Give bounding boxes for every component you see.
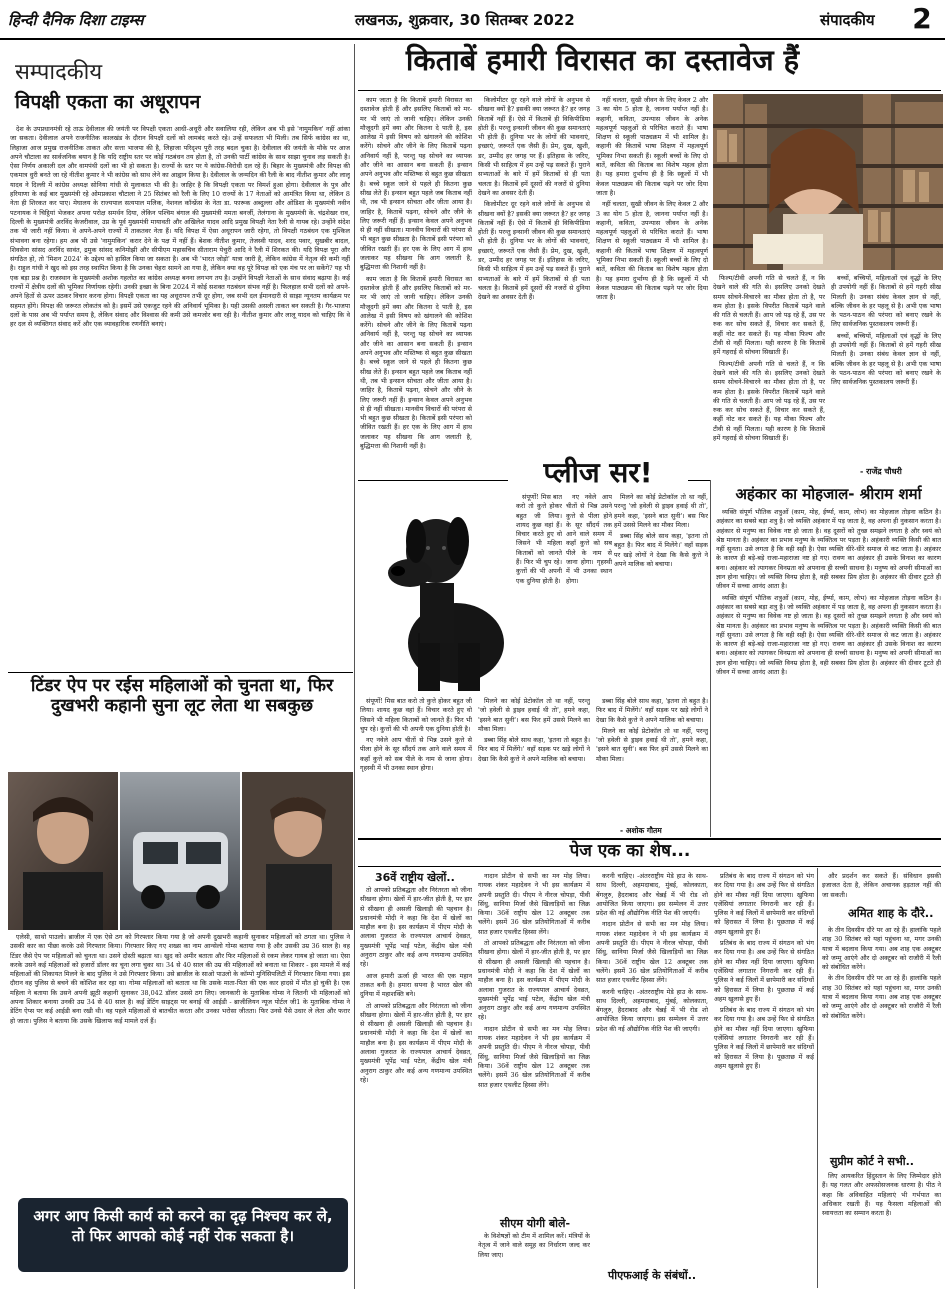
pfi-headline: पीएफआई के संबंधों.. — [608, 1269, 697, 1282]
supreme-court-headline: सुप्रीम कोर्ट ने सभी.. — [830, 1155, 914, 1168]
continuation-rule-top — [358, 838, 941, 840]
column-rule-mid — [710, 480, 711, 837]
please-sir-column-4 — [478, 697, 590, 832]
games-col3-text-cont2: करनी चाहिए। -अंतरराष्ट्रीय मेडे हाउ के साथ-साथ दिल्ली, अहमदाबाद, मुंबई, कोलकाता, बेंगलुरु, हैदराबाद और चेन्नई में भी रोड शो आयोजित किया जाएगा। इस सम्मेलन में उत्तर प्रदेश की नई औद्योगिक नीति पेश की जाएगी। — [596, 987, 708, 1033]
ahankar-body: व्यक्ति संपूर्ण भौतिक शत्रुओं (काम, मोह, ईर्ष्या, काम, लोभ) का मोहजाल तोड़ना कठिन है। अहंकार का सबसे बड़ा शत्रु है। जो व्यक्ति अहंकार में पड़ जाता है, वह अपना ही नुकसान करता है। अहंकार से मनुष्य का विवेक नष्ट हो जाता है। वह दूसरों को तुच्छ समझने लगता है और स्वयं को श्रेष्ठ मानता है। अहंकार का प्रभाव मनुष्य के व्यक्तित्व पर पड़ता है। अहंकारी व्यक्ति किसी की बात नहीं सुनता। उसे लगता है कि वही सही है। ऐसा व्यक्ति धीरे-धीरे समाज से कट जाता है। अहंकार के कारण ही बड़े-बड़े राजा-महाराजा नष्ट हो गए। रावण का अहंकार ही उसके विनाश का कारण बना। अहंकार को त्यागकर विनम्रता को अपनाना ही सच्ची साधना है। मनुष्य को अपनी सीमाओं का ज्ञान होना चाहिए। जो व्यक्ति विनम्र होता है, वही सबका प्रिय होता है। अहंकार की दीवार टूटते ही जीवन में सच्चा आनंद आता है। — [716, 508, 941, 591]
games-col2-text: नादान प्रोटीन से सभी का मन मोह लिया। गायक शंकर महादेवन ने भी इस कार्यक्रम में अपनी प्रस्तुति दी। पीएम ने नीरज चोपड़ा, पीवी सिंधु, सानिया मिर्जा जैसे खिलाड़ियों का जिक्र किया। 36वें राष्ट्रीय खेल 12 अक्टूबर तक चलेंगे। इसमें 36 खेल प्रतियोगिताओं में करीब सात हजार एथलीट हिस्सा लेंगे। — [478, 872, 590, 936]
please-sir-col4-text-cont: डब्बा सिंह बोले साथ कहा, 'इतना तो बहुत है। फिर बाद में मिलेंगे।' वहाँ सड़क पर खड़े लोगों ने देखा कि कैसे कुत्ते ने अपने मालिक को बचाया। — [478, 736, 590, 763]
pfi-body-cont2: प्रतिबंध के बाद राज्य में संगठन को भंग कर दिया गया है। अब उन्हें फिर से संगठित होने का मौका नहीं दिया जाएगा। खुफिया एजेंसियां लगातार निगरानी कर रही हैं। पुलिस ने कई जिलों में छापेमारी कर संदिग्धों को हिरासत में लिया है। पूछताछ में कई अहम खुलासे हुए हैं। — [714, 1006, 814, 1070]
please-sir-col2-text-cont: डब्बा सिंह बोले साथ कहा, 'इतना तो बहुत है। फिर बाद में मिलेंगे।' वहाँ सड़क पर खड़े लोगों ने देखा कि कैसे कुत्ते ने अपने मालिक को बचाया। — [614, 532, 708, 569]
books-col4-text: फिल्म/टीवी अपनी गति से चलते हैं, न कि देखने वाले की गति से। इसलिए उनको देखते समय सोचने-विचारने का मौका होता तो है, पर कम होता है। इसके विपरीत किताबें पढ़ने वाले की गति से चलती हैं। आप जो पढ़ रहे हैं, उस पर रुक कर सोच सकते हैं, विचार कर सकते हैं, कहीं नोट कर सकते हैं। यह मौका फिल्म और टीवी से नहीं मिलता। यही कारण है कि किताबें हमें गहराई से सोचना सिखाती हैं। — [713, 274, 825, 357]
column-rule-right — [817, 868, 818, 1288]
tinder-photo-graphic — [8, 772, 353, 930]
books-column-3 — [596, 96, 708, 486]
newspaper-name: हिन्दी दैनिक दिशा टाइम्स — [8, 11, 144, 29]
opposition-body: देश के उपप्रधानमंत्री रहे ताऊ देवीलाल की जयंती पर विपक्षी एकता आधी-अधूरी और सवालिया रही, लेकिन अब भी इसे 'नामुमकिन' नहीं आंका जा सकता। देवीलाल अपने राजनीतिक कालखंड के दौरान विपक्षी दलों को लामबंद करते रहे। उन्हें सफलता भी मिली। तब सिर्फ कांग्रेस का था, लिहाजा आज प्रमुख राजनीतिक ताकत और सत्ता भाजपा की है, लिहाजा परिदृश्य पूरी तरह बदल चुका है। देवीलाल की जयंती के मौके पर आज अपने चौटाला का सार्वजनिक बयान है कि यदि राष्ट्रीय स्तर पर कोई गठबंधन तय होता है, तो उनकी पार्टी कांग्रेस के साथ साझा चुनाव लड़ सकती है। ऐसा निर्णय अकाली दल और वामपंथी दलों का भी हो सकता है। राज्यों के स्तर पर ये कांग्रेस-विरोधी दल रहे हैं। बिहार के मुख्यमंत्री और विपक्ष की एकमात्र धुरी बनते जा रहे नीतीश कुमार ने भी कांग्रेस को साथ लेने का आह्वान किया है। देवीलाल के जन्मदिन की रैली के बाद नीतीश कुमार और लालू यादव ने दिल्ली में कांग्रेस अध्यक्ष सोनिया गांधी से मुलाकात भी की है। जाहिर है कि विपक्षी एकता पर विमर्श हुआ होगा। देवीलाल के पुत्र और हरियाणा के कई बार मुख्यमंत्री रहे ओमप्रकाश चौटाला ने 25 सितंबर को रैली के लिए 10 राज्यों के 17 नेताओं को आमंत्रित किया था, लेकिन 8 नेता ही शिरकत कर पाए। मेघालय के राज्यपाल सत्यपाल मलिक, नेशनल कॉन्फ्रेंस के नेता डा. फारूक अब्दुल्ला और ओडिशा के मुख्यमंत्री नवीन पटनायक ने चिट्ठियां भेजकर अपना परोक्ष समर्थन दिया, लेकिन पश्चिम बंगाल की मुख्यमंत्री ममता बनर्जी, तेलंगाना के मुख्यमंत्री के. चंद्रशेखर राव, दिल्ली के मुख्यमंत्री अरविंद केजरीवाल, उप्र के पूर्व मुख्यमंत्री मायावती और अखिलेश यादव आदि प्रमुख विपक्षी नेता रैली से गायब रहे। उन्होंने संदेश तक भी जारी नहीं किया। वे अपने-अपने राज्यों में ताकतवर नेता हैं। यदि विपक्ष में ऐसा अधूरापन जारी रहेगा, तो विपक्षी गठबंधन एक मुश्किल संभावना बना रहेगा। हम अब भी उसे 'नामुमकिन' करार देने के पक्ष में नहीं हैं। बेशक नीतीश कुमार, तेजस्वी यादव, शरद पवार, सुखबीर बादल, शिवसेना सांसद अरविंद सावंत, द्रमुक सांसद कनिमोझी और सीपीएम महासचिव सीताराम येचुरी आदि ने रैली में शिरकत की। यदि विपक्ष पूरा और संगठित हो, तो 'मिशन 2024' के उद्देश्य को हासिल किया जा सकता है। अब भी 'भारत जोड़ो' यात्रा जारी है, लेकिन कांग्रेस में नेतृत्व की कमी नहीं है। राहुल गांधी ने खुद को इस तरह स्थापित किया है कि उनका चेहरा सामने आ गया है, लेकिन क्या वह पूरे विपक्ष को एक मंच पर ला सकेंगे? यह भी एक बड़ा प्रश्न है। राजस्थान के मुख्यमंत्री अशोक गहलोत का कांग्रेस अध्यक्ष बनना लगभग तय है। उन्होंने विपक्षी नेताओं के साथ संवाद बढ़ाया है। कई राज्यों में क्षेत्रीय दलों की भूमिका निर्णायक रहेगी। उनकी इच्छा के बिना 2024 में कोई सशक्त गठबंधन संभव नहीं है। फिलहाल सभी दलों को अपने-अपने हितों से ऊपर उठकर विचार करना होगा। विपक्षी एकता का यह अधूरापन तभी दूर होगा, जब सभी दल ईमानदारी से साझा न्यूनतम कार्यक्रम पर सहमत होंगे। विपक्ष की जरूरत लोकतंत्र को है। इसमें उसे एकजुट रहने की अनिवार्य भूमिका है। यही उसकी असली ताकत बन सकती है। गैर-भाजपा दलों के पास अब भी पर्याप्त समय है, लेकिन संवाद और विश्वास की कमी उसे कमजोर बना रही है। नीतीश कुमार और लालू यादव को चाहिए कि वे हर दल से व्यक्तिगत संवाद करें और एक व्यावहारिक रणनीति बनाएं। — [10, 125, 350, 329]
games-col1-text: तो आपको प्रतिबद्धता और निरंतरता को जीना सीखना होगा। खेलों में हार-जीत होती है, पर हार से सीखना ही असली खिलाड़ी की पहचान है। प्रधानमंत्री मोदी ने कहा कि देश में खेलों का माहौल बना है। इस कार्यक्रम में पीएम मोदी के अलावा गुजरात के राज्यपाल आचार्य देवव्रत, मुख्यमंत्री भूपेंद्र भाई पटेल, केंद्रीय खेल मंत्री अनुराग ठाकुर और कई अन्य गणमान्य उपस्थित रहे। — [360, 886, 472, 969]
dog-photo-graphic — [358, 493, 513, 693]
continuation-rule-bottom — [358, 866, 941, 867]
please-sir-col5-text: डब्बा सिंह बोले साथ कहा, 'इतना तो बहुत है। फिर बाद में मिलेंगे।' वहाँ सड़क पर खड़े लोगों ने देखा कि कैसे कुत्ते ने अपने मालिक को बचाया। — [596, 697, 708, 724]
dateline: लखनऊ, शुक्रवार, 30 सितम्बर 2022 — [355, 11, 575, 29]
books-column-1 — [360, 96, 472, 478]
please-sir-column-3 — [360, 697, 472, 832]
amit-shah-body: के तीन दिवसीय दौरे पर आ रहे हैं। हालांकि पहले शाह 30 सितंबर को यहां पहुंचना था, मगर उनकी यात्रा में बदलाव किया गया। अब शाह एक अक्टूबर को जम्मू आएंगे और दो अक्टूबर को राजौरी में रैली को संबोधित करेंगे। — [822, 926, 941, 972]
games-col1-text-cont2: तो आपको प्रतिबद्धता और निरंतरता को जीना सीखना होगा। खेलों में हार-जीत होती है, पर हार से सीखना ही असली खिलाड़ी की पहचान है। प्रधानमंत्री मोदी ने कहा कि देश में खेलों का माहौल बना है। इस कार्यक्रम में पीएम मोदी के अलावा गुजरात के राज्यपाल आचार्य देवव्रत, मुख्यमंत्री भूपेंद्र भाई पटेल, केंद्रीय खेल मंत्री अनुराग ठाकुर और कई अन्य गणमान्य उपस्थित रहे। — [360, 1001, 472, 1084]
strike-article — [822, 872, 941, 902]
pfi-body-cont: प्रतिबंध के बाद राज्य में संगठन को भंग कर दिया गया है। अब उन्हें फिर से संगठित होने का मौका नहीं दिया जाएगा। खुफिया एजेंसियां लगातार निगरानी कर रही हैं। पुलिस ने कई जिलों में छापेमारी कर संदिग्धों को हिरासत में लिया है। पूछताछ में कई अहम खुलासे हुए हैं। — [714, 939, 814, 1003]
strike-body: और प्रदर्शन कर सकते हैं। संविधान इसकी इजाजत देता है, लेकिन अचानक हड़ताल नहीं की जा सकती। — [822, 872, 941, 899]
main-headline: किताबें हमारी विरासत का दस्तावेज हैं — [405, 43, 800, 77]
ahankar-body-cont: व्यक्ति संपूर्ण भौतिक शत्रुओं (काम, मोह, ईर्ष्या, काम, लोभ) का मोहजाल तोड़ना कठिन है। अहंकार का सबसे बड़ा शत्रु है। जो व्यक्ति अहंकार में पड़ जाता है, वह अपना ही नुकसान करता है। अहंकार से मनुष्य का विवेक नष्ट हो जाता है। वह दूसरों को तुच्छ समझने लगता है और स्वयं को श्रेष्ठ मानता है। अहंकार का प्रभाव मनुष्य के व्यक्तित्व पर पड़ता है। अहंकारी व्यक्ति किसी की बात नहीं सुनता। उसे लगता है कि वही सही है। ऐसा व्यक्ति धीरे-धीरे समाज से कट जाता है। अहंकार के कारण ही बड़े-बड़े राजा-महाराजा नष्ट हो गए। रावण का अहंकार ही उसके विनाश का कारण बना। अहंकार को त्यागकर विनम्रता को अपनाना ही सच्ची साधना है। मनुष्य को अपनी सीमाओं का ज्ञान होना चाहिए। जो व्यक्ति विनम्र होता है, वही सबका प्रिय होता है। अहंकार की दीवार टूटते ही जीवन में सच्चा आनंद आता है। — [716, 593, 941, 677]
please-sir-headline: प्लीज सर! — [508, 457, 688, 489]
games-headline: 36वें राष्ट्रीय खेलों.. — [375, 871, 455, 884]
tinder-body: एलेसी, साथो पाउलो। ब्राजील में एक ऐसे ठग को गिरफ्तार किया गया है जो अपनी दुखभरी कहानी सुनाकर महिलाओं को ठगता था। पुलिस ने उसकी कार का पीछा करके उसे गिरफ्तार किया। गिरफ्तार किए गए शख्स का नाम आन्सेलो गोम्स बताया गया है और उसकी उम्र 36 साल है। वह टिंडर जैसे ऐप पर महिलाओं को चुनता था। उसने दोस्ती बढ़ाता था। खुद को अमीर बताता और फिर महिलाओं से रकम लेकर गायब हो जाता था। ऐसा करके उसने कई महिलाओं को हजारों डॉलर का चूना लगा चुका था। 34 से 40 साल की उम्र की महिलाओं को बनाता था शिकार - इस मामले में कई महिलाओं की शिकायत मिलने के बाद पुलिस ने उसे गिरफ्तार किया। उसे ब्राजील के साओ पाउलो के कॉम्पो मुनिसिपलिटी में गिरफ्तार किया गया। इस दौरान वह पुलिस से बचने की कोशिश कर रहा था। गोम्स महिलाओं को बताता था कि उसके माता-पिता की एक कार हादसे में मौत हो चुकी है। एक महिला ने बताया कि उसने अपनी झूठी कहानी सुनाकर 38,042 डॉलर उससे ठग लिए। जानकारी के मुताबिक गोम्स ने जितनी भी महिलाओं को अपना शिकार बनाया उनकी उम्र 34 से 40 साल है। कई डेटिंग साइट्स पर बनाई थी आईडी - ब्राजीलियन न्यूज पोर्टल जी1 के मुताबिक गोम्स ने डेटिंग ऐप्स पर कई आईडी बना रखी थी। वह पहले महिलाओं से बातचीत करता और उनका भरोसा जीतता। फिर उनसे पैसे उधार ले लेता और फरार हो जाता। पुलिस ने बताया कि उसके खिलाफ कई मामले दर्ज हैं। — [10, 933, 350, 1025]
books-col2-text-cont: किलोमीटर दूर रहने वाले लोगों के अनुभव से सीखना क्यों है? इसकी क्या जरूरत है? हर जगह किताबें नहीं हैं। ऐसे में किताबें ही विकिपीडिया होती हैं। परन्तु इन्सानी जीवन की कुछ समानताएं भी होती हैं। दुनिया भर के लोगों की भावनाएं, इच्छाएं, जरूरतें एक जैसी हैं। प्रेम, दुख, खुशी, डर, उम्मीद हर जगह पर हैं। इतिहास के जरिए, किसी भी साहित्य में हम उन्हें पढ़ सकते हैं। पुराने सभ्यताओं के बारे में हमें किताबों से ही पता चलता है। किताबें हमें दूसरों की नजरों से दुनिया देखने का अवसर देती हैं। — [478, 200, 590, 302]
left-divider — [8, 672, 353, 673]
please-sir-col2-text: मिलने का कोई प्रेटोकॉल तो था नहीं, परन्तु 'जो हवेली से ड्राइव हवाई थी तो', हमने कहा, 'इसने बात सुनी'। बस फिर हमें उससे मिलने का मौका मिला। — [614, 493, 708, 529]
dog-photo — [358, 493, 513, 693]
ahankar-article — [716, 508, 941, 836]
amit-shah-article — [822, 926, 941, 1151]
editorial-label: सम्पादकीय — [15, 60, 103, 85]
section-name: संपादकीय — [820, 11, 875, 29]
please-sir-column-5 — [596, 697, 708, 822]
books-photo-graphic — [713, 94, 943, 270]
please-sir-column-0 — [516, 493, 562, 688]
pfi-body: प्रतिबंध के बाद राज्य में संगठन को भंग कर दिया गया है। अब उन्हें फिर से संगठित होने का मौका नहीं दिया जाएगा। खुफिया एजेंसियां लगातार निगरानी कर रही हैं। पुलिस ने कई जिलों में छापेमारी कर संदिग्धों को हिरासत में लिया है। पूछताछ में कई अहम खुलासे हुए हैं। — [714, 872, 814, 936]
please-sir-col5-text-cont: मिलने का कोई प्रेटोकॉल तो था नहीं, परन्तु 'जो हवेली से ड्राइव हवाई थी तो', हमने कहा, 'इसने बात सुनी'। बस फिर हमें उससे मिलने का मौका मिला। — [596, 726, 708, 763]
games-column-3 — [596, 872, 708, 1262]
masthead — [0, 0, 945, 40]
supreme-court-article — [822, 1172, 941, 1290]
books-column-2 — [478, 96, 590, 478]
amit-shah-body-cont: के तीन दिवसीय दौरे पर आ रहे हैं। हालांकि पहले शाह 30 सितंबर को यहां पहुंचना था, मगर उनकी यात्रा में बदलाव किया गया। अब शाह एक अक्टूबर को जम्मू आएंगे और दो अक्टूबर को राजौरी में रैली को संबोधित करेंगे। — [822, 974, 941, 1020]
books-col5-text-cont: बच्चों, बच्चियों, महिलाओं एवं वृद्धों के लिए ही उपयोगी नहीं हैं। किताबों से हमें गहरी सीख मिलती है। उनका संबंध केवल ज्ञान से नहीं, बल्कि जीवन के हर पहलू से है। अभी एक भाषा के पठन-पाठन की परंपरा को बनाए रखने के लिए सार्वजनिक पुस्तकालय जरूरी हैं। — [831, 331, 941, 387]
pfi-article — [714, 872, 814, 1290]
quote-box — [18, 1198, 348, 1272]
quote-text: अगर आप किसी कार्य को करने का दृढ़ निश्चय कर ले, तो फिर आपको कोई नहीं रोक सकता है। — [33, 1207, 333, 1245]
tinder-photo — [8, 772, 353, 930]
books-photo — [713, 94, 943, 270]
tinder-headline: टिंडर ऐप पर रईस महिलाओं को चुनता था, फिर दुखभरी कहानी सुना लूट लेता था सबकुछ — [30, 676, 334, 717]
please-sir-column-2 — [614, 493, 708, 688]
books-col3-text-cont: नहीं चलता, सुखी जीवन के लिए केवल 2 और 3 का योग 5 होता है, जानना पर्याप्त नहीं है। कहानी, कविता, उपन्यास जीवन के अनेक महत्वपूर्ण पहलुओं से परिचित कराते हैं। भाषा शिक्षण से स्कूली पाठ्यक्रम में भी शामिल है। कहानी की किताबें भाषा शिक्षण में महत्वपूर्ण भूमिका निभा सकती हैं। स्कूली बच्चों के लिए दो बातें, कविता की किताब का विशेष महत्व होता है। यह हमारा दुर्भाग्य ही है कि स्कूलों में भी केवल पाठ्यक्रम की किताब पढ़ने पर जोर दिया जाता है। — [596, 200, 708, 302]
please-sir-col1-text: नए नवेले आप चीतों से भिन्न उसने कुत्ते से पीला होने के सूर सौंदर्य तक आने वाले समय में कहाँ कुत्ते को सब पीले के नाम से जाना होगा। गृहस्थी में भी उनका स्थान होगा। — [566, 493, 612, 585]
cm-yogi-body: के विशेषज्ञों को टीम में शामिल करें। मंत्रियों के नेतृत्व में जाने वाले समूह का निर्धारण जल्द कर लिया जाए। — [478, 1232, 590, 1259]
tinder-article — [10, 933, 350, 1193]
books-column-5 — [831, 274, 941, 464]
amit-shah-headline: अमित शाह के दौरे.. — [848, 906, 934, 920]
please-sir-col3-text-cont: नए नवेले आप चीतों से भिन्न उसने कुत्ते से पीला होने के सूर सौंदर्य तक आने वाले समय में कहाँ कुत्ते को सब पीले के नाम से जाना होगा। गृहस्थी में भी उनका स्थान होगा। — [360, 736, 472, 773]
please-sir-col3-text: संपूर्णो! मिस बात करो तो कुत्ते होकर बहुत जी लिया। शायद कुछ वहां हैं। विचार करते हुए वो जिसने भी महिला किताबों को जानते हैं। फिर भी चुप रहे। कुत्तों की भी अपनी एक दुनिया होती है। — [360, 697, 472, 733]
books-col4-text-cont: फिल्म/टीवी अपनी गति से चलते हैं, न कि देखने वाले की गति से। इसलिए उनको देखते समय सोचने-विचारने का मौका होता तो है, पर कम होता है। इसके विपरीत किताबें पढ़ने वाले की गति से चलती हैं। आप जो पढ़ रहे हैं, उस पर रुक कर सोच सकते हैं, विचार कर सकते हैं, कहीं नोट कर सकते हैं। यह मौका फिल्म और टीवी से नहीं मिलता। यही कारण है कि किताबें हमें गहराई से सोचना सिखाती हैं। — [713, 359, 825, 443]
books-col3-text: नहीं चलता, सुखी जीवन के लिए केवल 2 और 3 का योग 5 होता है, जानना पर्याप्त नहीं है। कहानी, कविता, उपन्यास जीवन के अनेक महत्वपूर्ण पहलुओं से परिचित कराते हैं। भाषा शिक्षण से स्कूली पाठ्यक्रम में भी शामिल है। कहानी की किताबें भाषा शिक्षण में महत्वपूर्ण भूमिका निभा सकती हैं। स्कूली बच्चों के लिए दो बातें, कविता की किताब का विशेष महत्व होता है। यह हमारा दुर्भाग्य ही है कि स्कूलों में भी केवल पाठ्यक्रम की किताब पढ़ने पर जोर दिया जाता है। — [596, 96, 708, 197]
cm-yogi-headline: सीएम योगी बोले- — [500, 1217, 571, 1230]
continuation-title: पेज एक का शेष... — [569, 841, 691, 861]
games-col1-text-cont: आज हमारी ऊर्जा ही भारत की एक महान ताकत बनी है। हमारा सपना है भारत खेल की दुनिया में महाशक्ति बने। — [360, 971, 472, 999]
opposition-headline: विपक्षी एकता का अधूरापन — [15, 91, 201, 113]
books-col5-text: बच्चों, बच्चियों, महिलाओं एवं वृद्धों के लिए ही उपयोगी नहीं हैं। किताबों से हमें गहरी सीख मिलती है। उनका संबंध केवल ज्ञान से नहीं, बल्कि जीवन के हर पहलू से है। अभी एक भाषा के पठन-पाठन की परंपरा को बनाए रखने के लिए सार्वजनिक पुस्तकालय जरूरी हैं। — [831, 274, 941, 329]
games-col3-text: करनी चाहिए। -अंतरराष्ट्रीय मेडे हाउ के साथ-साथ दिल्ली, अहमदाबाद, मुंबई, कोलकाता, बेंगलुरु, हैदराबाद और चेन्नई में भी रोड शो आयोजित किया जाएगा। इस सम्मेलन में उत्तर प्रदेश की नई औद्योगिक नीति पेश की जाएगी। — [596, 872, 708, 918]
please-sir-author: - अशोक गौतम — [620, 826, 662, 835]
games-col2-text-cont: तो आपको प्रतिबद्धता और निरंतरता को जीना सीखना होगा। खेलों में हार-जीत होती है, पर हार से सीखना ही असली खिलाड़ी की पहचान है। प्रधानमंत्री मोदी ने कहा कि देश में खेलों का माहौल बना है। इस कार्यक्रम में पीएम मोदी के अलावा गुजरात के राज्यपाल आचार्य देवव्रत, मुख्यमंत्री भूपेंद्र भाई पटेल, केंद्रीय खेल मंत्री अनुराग ठाकुर और कई अन्य गणमान्य उपस्थित रहे। — [478, 939, 590, 1022]
page-number: 2 — [912, 2, 932, 35]
books-column-4 — [713, 274, 825, 479]
please-sir-col4-text: मिलने का कोई प्रेटोकॉल तो था नहीं, परन्तु 'जो हवेली से ड्राइव हवाई थी तो', हमने कहा, 'इसने बात सुनी'। बस फिर हमें उससे मिलने का मौका मिला। — [478, 697, 590, 733]
headline-rule — [358, 90, 941, 91]
books-col2-text: किलोमीटर दूर रहने वाले लोगों के अनुभव से सीखना क्यों है? इसकी क्या जरूरत है? हर जगह किताबें नहीं हैं। ऐसे में किताबें ही विकिपीडिया होती हैं। परन्तु इन्सानी जीवन की कुछ समानताएं भी होती हैं। दुनिया भर के लोगों की भावनाएं, इच्छाएं, जरूरतें एक जैसी हैं। प्रेम, दुख, खुशी, डर, उम्मीद हर जगह पर हैं। इतिहास के जरिए, किसी भी साहित्य में हम उन्हें पढ़ सकते हैं। पुराने सभ्यताओं के बारे में हमें किताबों से ही पता चलता है। किताबें हमें दूसरों की नजरों से दुनिया देखने का अवसर देती हैं। — [478, 96, 590, 197]
games-column-2 — [478, 872, 590, 1212]
games-col3-text-cont: नादान प्रोटीन से सभी का मन मोह लिया। गायक शंकर महादेवन ने भी इस कार्यक्रम में अपनी प्रस्तुति दी। पीएम ने नीरज चोपड़ा, पीवी सिंधु, सानिया मिर्जा जैसे खिलाड़ियों का जिक्र किया। 36वें राष्ट्रीय खेल 12 अक्टूबर तक चलेंगे। इसमें 36 खेल प्रतियोगिताओं में करीब सात हजार एथलीट हिस्सा लेंगे। — [596, 920, 708, 985]
books-author: - राजेंद्र चौधरी — [860, 467, 902, 476]
ahankar-headline: अहंकार का मोहजाल- श्रीराम शर्मा — [735, 485, 922, 503]
please-sir-column-1 — [566, 493, 612, 688]
cm-yogi-article — [478, 1232, 590, 1288]
books-col1-text-cont: काम जाता है कि किताबें हमारी विरासत का दस्तावेज होती हैं और इसलिए किताबों को मर-मर भी जाएं तो जानी चाहिए। लेकिन उनकी मौजूदगी हमें क्या और कितना दे पाती है, इस आलेख में इसी विषय को खंगालने की कोशिश करेंगे। सोचने और जीने के लिए किताबें पढ़ना अनिवार्य नहीं है, परन्तु यह सोचने का व्यापक और जीने का आसान बना सकती हैं। इन्सान अपने अनुभव और मस्तिष्क से बहुत कुछ सीखता है। बच्चे स्कूल जाने से पहले ही कितना कुछ सीख लेते हैं। इन्सान बहुत पहले जब किताब नहीं थी, तब भी इन्सान सोचता और जीता आया है। जाहिर है, किताबें पढ़ना, सोचने और जीने के लिए जरूरी नहीं हैं। इन्सान केवल अपने अनुभव से ही नहीं सीखता। मानवीय विचारों की परंपरा से भी बहुत कुछ सीखता है। किताबें इसी परंपरा को जीवित रखती हैं। हर एक के लिए आग में हाथ जलाकर यह सीखना कि आग जलाती है, बुद्धिमत्ता की निशानी नहीं है। — [360, 274, 472, 450]
supreme-court-body: लिए आयकरित हिंदुस्तान के लिए जिम्मेदार होते हैं। यह गलत और अफसोसजनक धारणा है। पीठ ने कहा कि अविवाहित महिलाएं भी गर्भपात का अधिकार रखती हैं। यह फैसला महिलाओं की स्वायत्तता का सम्मान करता है। — [822, 1172, 941, 1218]
please-sir-col0-text: संपूर्णो! मिस बात करो तो कुत्ते होकर बहुत जी लिया। शायद कुछ वहां हैं। विचार करते हुए वो जिसने भी महिला किताबों को जानते हैं। फिर भी चुप रहे। कुत्तों की भी अपनी एक दुनिया होती है। — [516, 493, 562, 585]
column-rule-left — [354, 44, 355, 1289]
games-col2-text-cont2: नादान प्रोटीन से सभी का मन मोह लिया। गायक शंकर महादेवन ने भी इस कार्यक्रम में अपनी प्रस्तुति दी। पीएम ने नीरज चोपड़ा, पीवी सिंधु, सानिया मिर्जा जैसे खिलाड़ियों का जिक्र किया। 36वें राष्ट्रीय खेल 12 अक्टूबर तक चलेंगे। इसमें 36 खेल प्रतियोगिताओं में करीब सात हजार एथलीट हिस्सा लेंगे। — [478, 1024, 590, 1089]
games-column-1 — [360, 886, 472, 1286]
books-col1-text: काम जाता है कि किताबें हमारी विरासत का दस्तावेज होती हैं और इसलिए किताबों को मर-मर भी जाएं तो जानी चाहिए। लेकिन उनकी मौजूदगी हमें क्या और कितना दे पाती है, इस आलेख में इसी विषय को खंगालने की कोशिश करेंगे। सोचने और जीने के लिए किताबें पढ़ना अनिवार्य नहीं है, परन्तु यह सोचने का व्यापक और जीने का आसान बना सकती हैं। इन्सान अपने अनुभव और मस्तिष्क से बहुत कुछ सीखता है। बच्चे स्कूल जाने से पहले ही कितना कुछ सीख लेते हैं। इन्सान बहुत पहले जब किताब नहीं थी, तब भी इन्सान सोचता और जीता आया है। जाहिर है, किताबें पढ़ना, सोचने और जीने के लिए जरूरी नहीं हैं। इन्सान केवल अपने अनुभव से ही नहीं सीखता। मानवीय विचारों की परंपरा से भी बहुत कुछ सीखता है। किताबें इसी परंपरा को जीवित रखती हैं। हर एक के लिए आग में हाथ जलाकर यह सीखना कि आग जलाती है, बुद्धिमत्ता की निशानी नहीं है। — [360, 96, 472, 272]
